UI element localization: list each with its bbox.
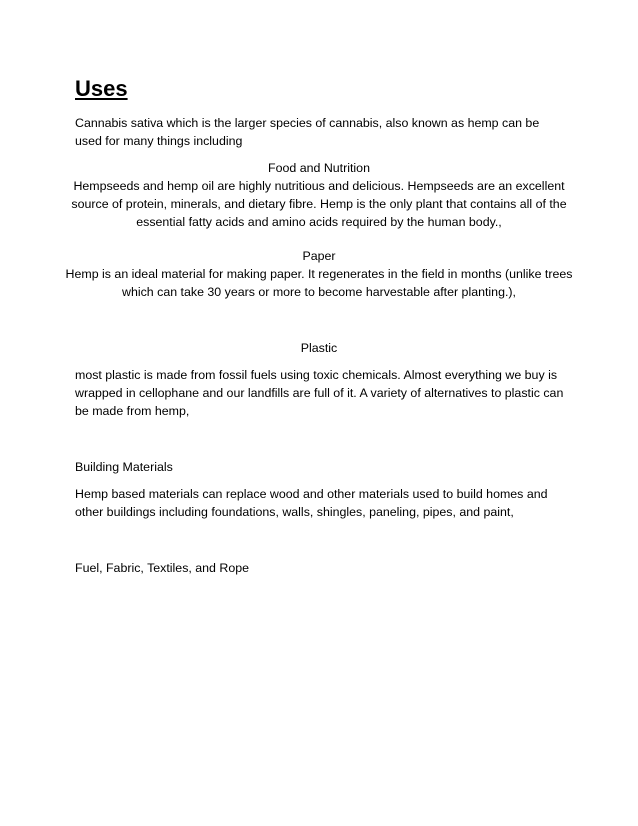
intro-paragraph: Cannabis sativa which is the larger species of cannabis, also known as hemp can be used for many things including (75, 116, 540, 148)
section-food (60, 159, 578, 231)
section-building-body: Hemp based materials can replace wood and other materials used to build homes and other buildings including foundations, walls, shingles, paneling, pipes, and paint, (75, 487, 548, 519)
section-paper-body: Hemp is an ideal material for making paper. It regenerates in the field in months (unlike trees which can take 30 years or more to become harvestable after planting.), (65, 267, 573, 299)
section-paper-title: Paper (302, 249, 336, 263)
section-fuel-title: Fuel, Fabric, Textiles, and Rope (75, 561, 250, 575)
section-food-body: Hempseeds and hemp oil are highly nutritious and delicious. Hempseeds are an excellent source of protein, minerals, and dietary fibre. Hemp is the only plant that contains all of the essential fatty acids and amino acids required by the human body., (71, 179, 567, 229)
section-plastic-body: most plastic is made from fossil fuels using toxic chemicals. Almost everything we buy is wrapped in cellophane and our landfills are full of it. A variety of alternatives to plastic can be made from hemp, (75, 368, 564, 418)
section-building-title: Building Materials (75, 460, 173, 474)
section-plastic-title: Plastic (300, 341, 338, 355)
page-heading: Uses (75, 76, 128, 101)
section-food-title: Food and Nutrition (268, 161, 370, 175)
section-paper (60, 247, 578, 301)
